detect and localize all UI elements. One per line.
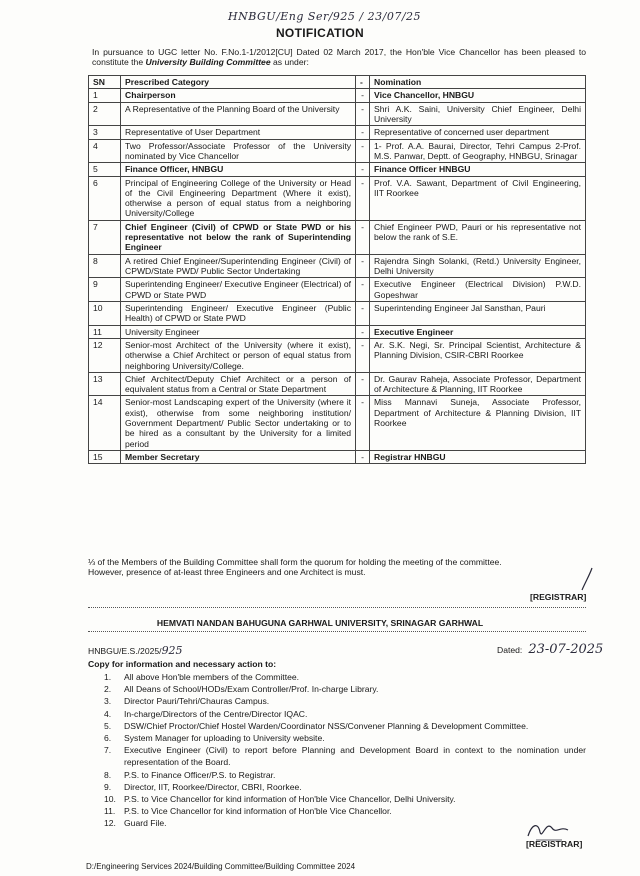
row-sn: 9 bbox=[89, 278, 121, 302]
row-sn: 3 bbox=[89, 126, 121, 139]
list-item-number: 2. bbox=[104, 684, 112, 695]
header-dash: - bbox=[356, 76, 370, 89]
header-category: Prescribed Category bbox=[121, 76, 356, 89]
table-row bbox=[89, 325, 586, 338]
row-dash: - bbox=[356, 163, 370, 176]
row-category: Chairperson bbox=[121, 89, 356, 102]
registrar-label-1: [REGISTRAR] bbox=[530, 592, 587, 602]
list-item bbox=[104, 732, 586, 744]
list-item-number: 3. bbox=[104, 696, 112, 707]
row-category: Senior-most Architect of the University (where it exist), otherwise a Chief Architect or person of equal status from neighboring University/College. bbox=[121, 338, 356, 372]
quorum-line-2: However, presence of at-least three Engineers and one Architect is must. bbox=[88, 567, 366, 578]
row-category: Superintending Engineer/ Executive Engineer (Public Health) of CPWD or State PWD bbox=[121, 301, 356, 325]
row-dash: - bbox=[356, 301, 370, 325]
row-nomination: Executive Engineer (Electrical Division) P.W.D. Gopeshwar bbox=[370, 278, 586, 302]
row-sn: 12 bbox=[89, 338, 121, 372]
row-category: A Representative of the Planning Board of the University bbox=[121, 102, 356, 126]
list-item-text: System Manager for uploading to University website. bbox=[124, 733, 325, 744]
row-nomination: 1- Prof. A.A. Baurai, Director, Tehri Campus 2-Prof. M.S. Panwar, Deptt. of Geography, HNBGU, Srinagar bbox=[370, 139, 586, 163]
list-item-text: P.S. to Vice Chancellor for kind information of Hon'ble Vice Chancellor, Delhi University. bbox=[124, 794, 456, 805]
row-nomination: Dr. Gaurav Raheja, Associate Professor, Department of Architecture & Planning, IIT Roorkee bbox=[370, 372, 586, 396]
reference-prefix: HNBGU/E.S./2025/ bbox=[88, 646, 162, 656]
table-row bbox=[89, 126, 586, 139]
row-dash: - bbox=[356, 451, 370, 464]
date-label: Dated: bbox=[497, 645, 523, 655]
list-item-text: P.S. to Finance Officer/P.S. to Registrar. bbox=[124, 769, 276, 780]
row-dash: - bbox=[356, 396, 370, 451]
date-line bbox=[497, 642, 603, 658]
table-row bbox=[89, 139, 586, 163]
row-nomination: Ar. S.K. Negi, Sr. Principal Scientist, Architecture & Planning Division, CSIR-CBRI Roorkee bbox=[370, 338, 586, 372]
table-row bbox=[89, 451, 586, 464]
row-nomination: Superintending Engineer Jal Sansthan, Pauri bbox=[370, 301, 586, 325]
list-item-text: All above Hon'ble members of the Committee. bbox=[124, 672, 300, 682]
divider-top bbox=[88, 607, 586, 608]
row-dash: - bbox=[356, 278, 370, 302]
list-item-number: 7. bbox=[104, 745, 112, 756]
registrar-label-2: [REGISTRAR] bbox=[526, 839, 583, 849]
row-category: Member Secretary bbox=[121, 451, 356, 464]
university-name: HEMVATI NANDAN BAHUGUNA GARHWAL UNIVERSITY, SRINAGAR GARHWAL bbox=[156, 618, 484, 628]
row-dash: - bbox=[356, 139, 370, 163]
table-row bbox=[89, 176, 586, 220]
list-item bbox=[104, 671, 586, 683]
list-item-number: 8. bbox=[104, 769, 112, 780]
row-sn: 6 bbox=[89, 176, 121, 220]
quorum-line-1: ⅓ of the Members of the Building Committee shall form the quorum for holding the meeting of the committee. bbox=[88, 557, 502, 567]
row-dash: - bbox=[356, 254, 370, 278]
page-title: NOTIFICATION bbox=[275, 26, 365, 40]
table-header-row bbox=[89, 76, 586, 89]
row-nomination: Rajendra Singh Solanki, (Retd.) University Engineer, Delhi University bbox=[370, 254, 586, 278]
list-item bbox=[104, 744, 586, 768]
handwritten-reference: HNBGU/Eng Ser/925 / 23/07/25 bbox=[228, 10, 422, 23]
header-sn: SN bbox=[89, 76, 121, 89]
list-item-number: 10. bbox=[104, 794, 116, 805]
list-item bbox=[104, 720, 586, 732]
intro-paragraph bbox=[92, 47, 586, 68]
row-dash: - bbox=[356, 372, 370, 396]
copy-list bbox=[104, 671, 586, 830]
row-sn: 13 bbox=[89, 372, 121, 396]
row-nomination: Registrar HNBGU bbox=[370, 451, 586, 464]
row-category: Senior-most Landscaping expert of the University (where it exist), otherwise from some neighboring institution/ Government Department/ Public Sector undertaking or to be hired as a consultant by the University for a limited period bbox=[121, 396, 356, 451]
row-nomination: Representative of concerned user department bbox=[370, 126, 586, 139]
list-item-text: Executive Engineer (Civil) to report before Planning and Development Board in context to the nomination under representation of the Board. bbox=[124, 745, 586, 768]
list-item-number: 11. bbox=[104, 806, 116, 817]
row-category: Chief Engineer (Civil) of CPWD or State PWD or his representative not below the rank of Superintending Engineer bbox=[121, 220, 356, 254]
quorum-note bbox=[88, 557, 588, 578]
table-row bbox=[89, 254, 586, 278]
list-item-text: Director, IIT, Roorkee/Director, CBRI, Roorkee. bbox=[124, 781, 302, 792]
table-row bbox=[89, 163, 586, 176]
table-row bbox=[89, 102, 586, 126]
row-dash: - bbox=[356, 102, 370, 126]
list-item-text: P.S. to Vice Chancellor for kind information of Hon'ble Vice Chancellor. bbox=[124, 806, 392, 817]
divider-bottom bbox=[88, 631, 586, 632]
list-item-number: 5. bbox=[104, 720, 112, 731]
row-nomination: Prof. V.A. Sawant, Department of Civil Engineering, IIT Roorkee bbox=[370, 176, 586, 220]
registrar-signature-1 bbox=[576, 566, 596, 592]
list-item-number: 6. bbox=[104, 733, 112, 744]
table-row bbox=[89, 278, 586, 302]
row-category: Finance Officer, HNBGU bbox=[121, 163, 356, 176]
row-category: A retired Chief Engineer/Superintending Engineer (Civil) of CPWD/State PWD/ Public Sector Undertaking bbox=[121, 254, 356, 278]
reference-number bbox=[88, 644, 183, 657]
row-sn: 5 bbox=[89, 163, 121, 176]
row-dash: - bbox=[356, 220, 370, 254]
list-item-number: 1. bbox=[104, 672, 112, 682]
row-nomination: Shri A.K. Saini, University Chief Engineer, Delhi University bbox=[370, 102, 586, 126]
table-row bbox=[89, 338, 586, 372]
row-sn: 11 bbox=[89, 325, 121, 338]
copy-heading: Copy for information and necessary action to: bbox=[88, 659, 277, 669]
row-sn: 2 bbox=[89, 102, 121, 126]
row-dash: - bbox=[356, 176, 370, 220]
reference-handwritten-number: 925 bbox=[161, 644, 183, 657]
row-category: Chief Architect/Deputy Chief Architect or a person of equivalent status from a Central or State Department bbox=[121, 372, 356, 396]
list-item-text: In-charge/Directors of the Centre/Director IQAC. bbox=[124, 708, 308, 719]
list-item bbox=[104, 708, 586, 720]
table-row bbox=[89, 220, 586, 254]
table-body bbox=[89, 89, 586, 464]
list-item-number: 12. bbox=[104, 818, 116, 829]
intro-text-before: In pursuance to UGC letter No. F.No.1-1/2012[CU] Dated 02 March 2017, the Hon'ble Vice Chancellor has been pleased to constitute the bbox=[92, 47, 586, 68]
row-category: Principal of Engineering College of the University or Head of the Civil Engineering Department (Where it exist), otherwise a person of equal status from a neighboring University/College bbox=[121, 176, 356, 220]
row-category: Two Professor/Associate Professor of the University nominated by Vice Chancellor bbox=[121, 139, 356, 163]
list-item-text: All Deans of School/HODs/Exam Controller/Prof. In-charge Library. bbox=[124, 684, 379, 695]
list-item-text: DSW/Chief Proctor/Chief Hostel Warden/Coordinator NSS/Convener Planning & Development Committee. bbox=[124, 720, 529, 731]
row-dash: - bbox=[356, 89, 370, 102]
date-handwritten: 23-07-2025 bbox=[528, 642, 604, 657]
list-item bbox=[104, 793, 586, 805]
list-item bbox=[104, 805, 586, 817]
row-sn: 4 bbox=[89, 139, 121, 163]
footer-file-path: D:/Engineering Services 2024/Building Committee/Building Committee 2024 bbox=[86, 862, 356, 871]
table-row bbox=[89, 301, 586, 325]
row-dash: - bbox=[356, 126, 370, 139]
list-item-number: 4. bbox=[104, 708, 112, 719]
committee-table bbox=[88, 75, 586, 464]
row-category: Superintending Engineer/ Executive Engineer (Electrical) of CPWD or State PWD bbox=[121, 278, 356, 302]
row-nomination: Executive Engineer bbox=[370, 325, 586, 338]
table-row bbox=[89, 396, 586, 451]
row-nomination: Miss Mannavi Suneja, Associate Professor, Department of Architecture & Planning Division, IIT Roorkee bbox=[370, 396, 586, 451]
row-nomination: Finance Officer HNBGU bbox=[370, 163, 586, 176]
list-item bbox=[104, 769, 586, 781]
intro-text-after: as under: bbox=[270, 57, 309, 68]
row-sn: 8 bbox=[89, 254, 121, 278]
committee-name: University Building Committee bbox=[145, 57, 271, 68]
list-item bbox=[104, 683, 586, 695]
row-category: University Engineer bbox=[121, 325, 356, 338]
row-sn: 1 bbox=[89, 89, 121, 102]
row-sn: 7 bbox=[89, 220, 121, 254]
row-sn: 14 bbox=[89, 396, 121, 451]
list-item bbox=[104, 817, 586, 829]
row-dash: - bbox=[356, 325, 370, 338]
row-sn: 15 bbox=[89, 451, 121, 464]
table-row bbox=[89, 89, 586, 102]
list-item-text: Director Pauri/Tehri/Chauras Campus. bbox=[124, 696, 270, 707]
row-dash: - bbox=[356, 338, 370, 372]
row-sn: 10 bbox=[89, 301, 121, 325]
list-item-text: Guard File. bbox=[124, 818, 167, 829]
list-item bbox=[104, 695, 586, 707]
header-nomination: Nomination bbox=[370, 76, 586, 89]
list-item-number: 9. bbox=[104, 781, 112, 792]
list-item bbox=[104, 781, 586, 793]
row-nomination: Chief Engineer PWD, Pauri or his representative not below the rank of S.E. bbox=[370, 220, 586, 254]
row-nomination: Vice Chancellor, HNBGU bbox=[370, 89, 586, 102]
table-row bbox=[89, 372, 586, 396]
row-category: Representative of User Department bbox=[121, 126, 356, 139]
